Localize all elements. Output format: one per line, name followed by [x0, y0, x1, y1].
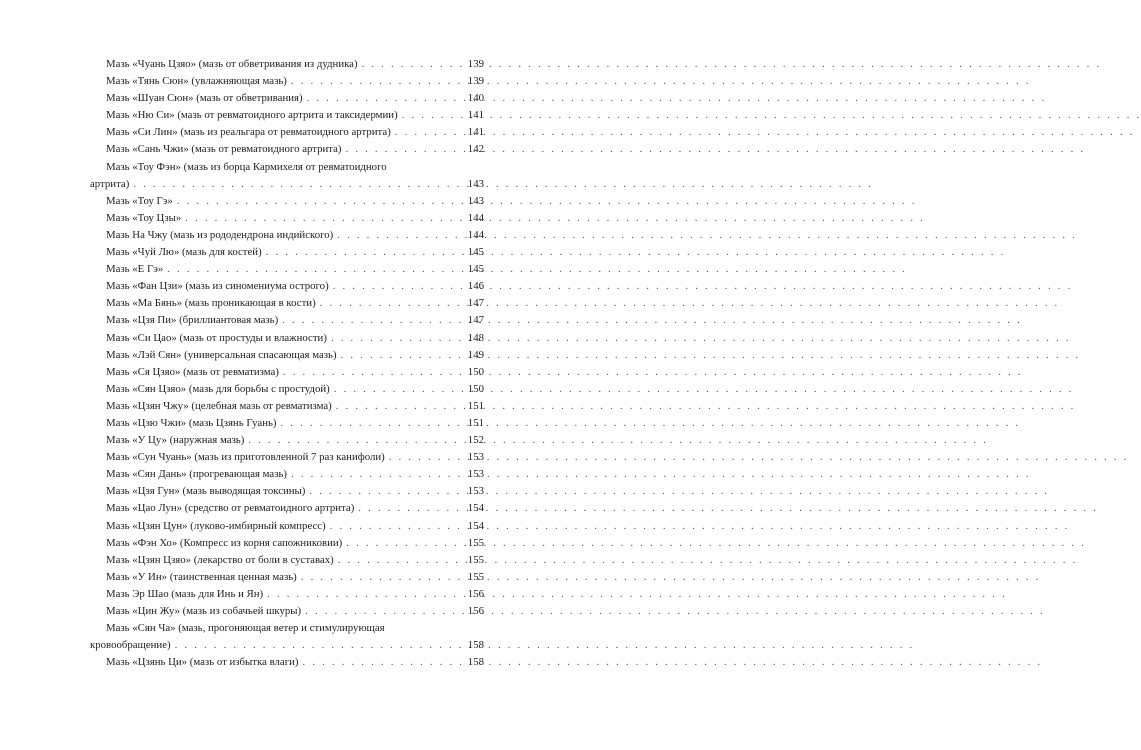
dot-leader	[173, 193, 466, 210]
toc-entry-page: 139	[467, 75, 484, 88]
dot-leader	[171, 637, 466, 654]
dot-leader	[385, 449, 466, 466]
toc-entry-title: Мазь «У Ин» (таинственная ценная мазь)	[106, 570, 297, 583]
toc-entry-page: 145	[467, 246, 484, 259]
dot-leader	[181, 210, 466, 227]
dot-leader	[262, 244, 466, 261]
dot-leader	[244, 432, 466, 449]
toc-entry-title: Мазь На Чжу (мазь из рододендрона индийского)	[106, 228, 334, 241]
toc-entry-title: Мазь «Сань Чжи» (мазь от ревматоидного артрита)	[106, 143, 342, 156]
dot-leader	[278, 312, 466, 329]
dot-leader	[333, 227, 466, 244]
toc-entry	[106, 278, 484, 295]
toc-entry-page: 158	[467, 656, 484, 669]
toc-entry-title-line1: Мазь «Сян Ча» (мазь, прогоняющая ветер и стимулирующая	[106, 622, 385, 635]
dot-leader	[326, 518, 466, 535]
dot-leader	[129, 176, 466, 193]
toc-entry-title: Мазь Эр Шао (мазь для Инь и Ян)	[106, 587, 264, 600]
toc-entry-page: 152	[467, 434, 484, 447]
toc-entry	[106, 244, 484, 261]
toc-entry	[106, 73, 484, 90]
toc-entry-title: Мазь «Сян Дань» (прогревающая мазь)	[106, 468, 287, 481]
toc-entry-title: Мазь «Фан Цзи» (мазь из синомениума острого)	[106, 280, 329, 293]
toc-entry-title: Мазь «Шуан Сюн» (мазь от обветривания)	[106, 92, 303, 105]
toc-entry	[106, 535, 484, 552]
toc-entry-page: 146	[467, 280, 484, 293]
toc-entry	[106, 603, 484, 620]
toc-entry-title: Мазь «Цзян Цун» (луково-имбирный компресс)	[106, 519, 326, 532]
toc-entry-page: 154	[467, 502, 484, 515]
toc-entry-page: 156	[467, 587, 484, 600]
dot-leader	[334, 552, 466, 569]
dot-leader	[327, 330, 466, 347]
dot-leader	[279, 364, 466, 381]
toc-entry-page: 154	[467, 519, 484, 532]
toc-entry-title: Мазь «Тянь Сюн» (увлажняющая мазь)	[106, 75, 287, 88]
toc-entry	[106, 193, 484, 210]
toc-entry	[90, 159, 484, 193]
dot-leader	[316, 295, 466, 312]
toc-entry-title: Мазь «Цзя Пи» (бриллиантовая мазь)	[106, 314, 279, 327]
dot-leader	[330, 381, 466, 398]
dot-leader	[297, 569, 466, 586]
toc-entry-title: Мазь «Си Цао» (мазь от простуды и влажности)	[106, 331, 327, 344]
toc-entry	[106, 364, 484, 381]
dot-leader	[305, 483, 466, 500]
toc-entry-title: Мазь «Сун Чуань» (мазь из приготовленной 7 раз канифоли)	[106, 451, 385, 464]
toc-entry-title: Мазь «Си Лин» (мазь из реальгара от ревматоидного артрита)	[106, 126, 391, 139]
toc-entry-page: 141	[467, 109, 484, 122]
toc-entry	[106, 415, 484, 432]
toc-entry-page: 148	[467, 331, 484, 344]
dot-leader	[342, 535, 466, 552]
dot-leader	[287, 73, 466, 90]
toc-entry	[106, 124, 484, 141]
toc-entry-page: 155	[467, 570, 484, 583]
toc-entry	[106, 56, 484, 73]
toc-entry	[106, 90, 484, 107]
toc-entry-title: Мазь «Цзян Чжу» (целебная мазь от ревматизма)	[106, 399, 332, 412]
dot-leader	[329, 278, 466, 295]
dot-leader	[391, 124, 466, 141]
toc-entry	[106, 586, 484, 603]
toc-entry-page: 151	[467, 399, 484, 412]
toc-entry	[106, 552, 484, 569]
toc-entry-title: Мазь «У Цу» (наружная мазь)	[106, 434, 245, 447]
toc-entry-page: 144	[467, 211, 484, 224]
toc-entry-page: 156	[467, 605, 484, 617]
toc-entry-title-line1: Мазь «Тоу Фэн» (мазь из борца Кармихеля от ревматоидного	[106, 160, 387, 173]
dot-leader	[301, 603, 466, 620]
toc-entry-title: Мазь «Ся Цзяо» (мазь от ревматизма)	[106, 365, 279, 378]
dot-leader	[277, 415, 467, 432]
toc-entry	[106, 381, 484, 398]
toc-entry	[106, 518, 484, 535]
toc-entry-page: 153	[467, 468, 484, 481]
toc-entry	[106, 312, 484, 329]
toc-entry-title: Мазь «Тоу Гэ»	[106, 194, 173, 207]
toc-entry-title: Мазь «Чуань Цзяо» (мазь от обветривания из дудника)	[106, 58, 358, 70]
dot-leader	[358, 56, 466, 73]
dot-leader	[337, 347, 466, 364]
toc-entry-title: Мазь «Е Гэ»	[106, 263, 164, 276]
toc-entry-title: Мазь «Чуй Лю» (мазь для костей)	[106, 246, 262, 259]
toc-entry-page: 143	[467, 194, 484, 207]
toc-entry-title: Мазь «Цин Жу» (мазь из собачьей шкуры)	[106, 605, 302, 617]
dot-leader	[354, 500, 466, 517]
toc-entry-page: 140	[467, 92, 484, 105]
dot-leader	[342, 141, 466, 158]
toc-entry	[106, 227, 484, 244]
toc-entry-page: 155	[467, 553, 484, 566]
dot-leader	[163, 261, 466, 278]
toc-entry-title: Мазь «Фэн Хо» (Компресс из корня сапожниковии)	[106, 536, 343, 549]
toc-entry-title: Мазь «Цзянь Ци» (мазь от избытка влаги)	[106, 656, 299, 669]
toc-entry-title: Мазь «Цзян Цзяо» (лекарство от боли в суставах)	[106, 553, 334, 566]
toc-entry-title: Мазь «Цзю Чжи» (мазь Цзянь Гуань)	[106, 416, 277, 429]
toc-entry-page: 144	[467, 228, 484, 241]
toc-entry-title: Мазь «Цао Лун» (средство от ревматоидного артрита)	[106, 502, 355, 515]
toc-entry	[106, 398, 484, 415]
toc-entry-page: 153	[467, 451, 484, 464]
dot-leader	[398, 107, 466, 124]
toc-entry	[106, 107, 484, 124]
toc-entry	[106, 500, 484, 517]
toc-entry-title: Мазь «Ню Си» (мазь от ревматоидного артрита и таксидермии)	[106, 109, 398, 122]
toc-entry-page: 147	[467, 314, 484, 327]
toc-entry	[106, 141, 484, 158]
dot-leader	[287, 466, 466, 483]
toc-entry-title: Мазь «Цзя Гун» (мазь выводящая токсины)	[106, 485, 306, 498]
toc-entry	[106, 330, 484, 347]
toc-entry	[106, 569, 484, 586]
toc-entry-page: 151	[467, 416, 484, 429]
dot-leader	[299, 654, 466, 671]
toc-entry-title-line2: кровообращение)	[90, 639, 171, 652]
toc-entry	[90, 620, 484, 654]
toc-entry-page: 142	[467, 143, 484, 156]
toc-entry-title-line2: артрита)	[90, 177, 130, 190]
toc-entry-page: 155	[467, 536, 484, 549]
toc-entry	[106, 347, 484, 364]
dot-leader	[263, 586, 466, 603]
toc-entry	[106, 449, 484, 466]
toc-entry-title: Мазь «Лэй Сян» (универсальная спасающая мазь)	[106, 348, 337, 361]
toc-entry-title: Мазь «Тоу Цзы»	[106, 211, 182, 224]
dot-leader	[332, 398, 466, 415]
toc-entry	[106, 261, 484, 278]
dot-leader	[303, 90, 466, 107]
toc-entry-page: 143	[467, 177, 484, 190]
toc-entry-page: 139	[467, 58, 484, 70]
toc-entry-page: 158	[467, 639, 484, 652]
toc-entry-page: 150	[467, 365, 484, 378]
toc-entry-page: 141	[467, 126, 484, 139]
toc-entry-page: 150	[467, 382, 484, 395]
toc-entry	[106, 432, 484, 449]
toc-entry-title: Мазь «Сян Цзяо» (мазь для борьбы с простудой)	[106, 382, 330, 395]
toc-entry	[106, 654, 484, 671]
toc-entry-page: 145	[467, 263, 484, 276]
toc-entry-page: 147	[467, 297, 484, 310]
toc-entry-title: Мазь «Ма Бянь» (мазь проникающая в кости)	[106, 297, 316, 310]
toc-entry	[106, 295, 484, 312]
toc-entry	[106, 210, 484, 227]
toc-entry	[106, 466, 484, 483]
table-of-contents	[90, 56, 484, 671]
toc-entry-page: 153	[467, 485, 484, 498]
toc-entry	[106, 483, 484, 500]
toc-entry-page: 149	[467, 348, 484, 361]
